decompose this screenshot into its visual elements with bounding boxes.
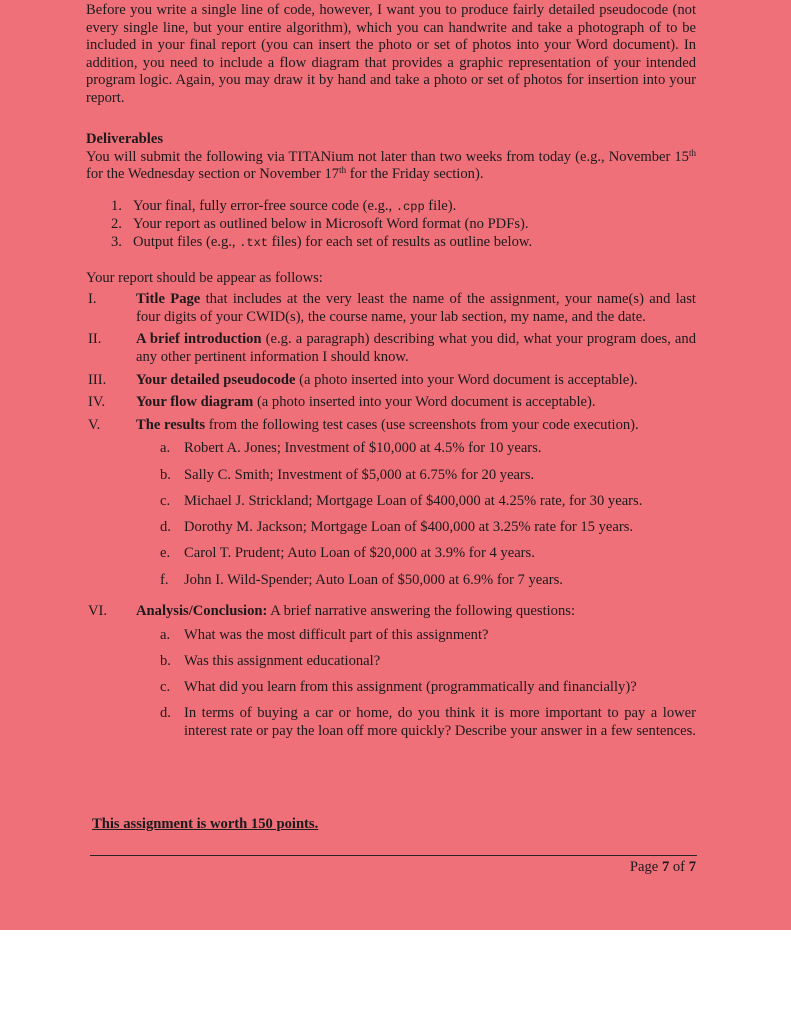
item-number: 2.: [111, 216, 122, 233]
file-extension: .cpp: [395, 199, 425, 214]
roman-numeral: III.: [88, 371, 107, 388]
ordinal-suffix: th: [339, 165, 347, 176]
item-letter: a.: [160, 626, 171, 643]
report-sections: [86, 291, 696, 749]
list-item: [111, 234, 696, 253]
section-text: that includes at the very least the name of the assignment, your name(s) and last four digits of your CWID(s), the course name, your lab section, my name, and the date.: [136, 291, 696, 325]
item-text: Your report as outlined below in Microsoft Word format (no PDFs).: [133, 216, 529, 233]
item-letter: d.: [160, 519, 171, 536]
item-text: Robert A. Jones; Investment of $10,000 at 4.5% for 10 years.: [184, 440, 542, 457]
item-text-end: files) for each set of results as outline below.: [268, 233, 533, 250]
section-label: Analysis/Conclusion:: [136, 603, 268, 619]
section-text: A brief narrative answering the following questions:: [267, 603, 576, 619]
section-label: The results: [136, 416, 206, 433]
section-label: Title Page: [136, 291, 201, 308]
deliverables-heading: Deliverables: [86, 131, 164, 147]
deliverables-text-end: for the Friday section).: [346, 166, 484, 183]
file-extension: .txt: [239, 235, 269, 250]
roman-numeral: II.: [88, 331, 102, 348]
item-letter: f.: [160, 571, 169, 588]
item-text: Your final, fully error-free source code (e.g.,: [133, 197, 396, 214]
item-text: Sally C. Smith; Investment of $5,000 at 6.75% for 20 years.: [184, 466, 535, 483]
item-text: What was the most difficult part of this assignment?: [184, 626, 489, 643]
list-item: [136, 519, 696, 537]
list-item: [136, 493, 696, 511]
section-title-page: [86, 291, 696, 326]
section-label: Your flow diagram: [136, 394, 254, 411]
item-letter: a.: [160, 440, 171, 457]
roman-numeral: IV.: [88, 394, 106, 411]
section-results: [86, 417, 696, 598]
deliverables-list: [86, 198, 696, 253]
item-text: Carol T. Prudent; Auto Loan of $20,000 at 3.9% for 4 years.: [184, 545, 535, 562]
page-number: [630, 859, 696, 876]
roman-numeral: I.: [88, 291, 97, 308]
list-item: [136, 572, 696, 590]
item-letter: d.: [160, 705, 171, 722]
page-of: of: [669, 859, 689, 875]
points-note: This assignment is worth 150 points.: [92, 816, 319, 832]
item-text: What did you learn from this assignment (programmatically and financially)?: [184, 679, 637, 696]
section-label: Your detailed pseudocode: [136, 371, 296, 388]
item-text: Was this assignment educational?: [184, 652, 381, 669]
section-text: (a photo inserted into your Word document is acceptable).: [253, 394, 596, 411]
item-letter: e.: [160, 545, 171, 562]
roman-numeral: V.: [88, 416, 101, 433]
section-text: from the following test cases (use screenshots from your code execution).: [205, 416, 639, 433]
item-letter: b.: [160, 466, 171, 483]
section-text: (e.g. a paragraph) describing what you did, what your program does, and any other pertinent information I should know.: [136, 331, 696, 365]
section-text: (a photo inserted into your Word document is acceptable).: [295, 371, 638, 388]
item-letter: b.: [160, 652, 171, 669]
item-text: Dorothy M. Jackson; Mortgage Loan of $400,000 at 3.25% rate for 15 years.: [184, 519, 634, 536]
question-list: [136, 627, 696, 741]
item-text: In terms of buying a car or home, do you think it is more important to pay a lower interest rate or pay the loan off more quickly? Describe your answer in a few sentences.: [184, 705, 696, 740]
page-total: 7: [688, 859, 696, 875]
item-number: 3.: [111, 233, 122, 250]
list-item: [136, 545, 696, 563]
item-letter: c.: [160, 492, 171, 509]
list-item: [111, 216, 696, 234]
item-text: Output files (e.g.,: [133, 233, 240, 250]
section-flow-diagram: [86, 394, 696, 412]
item-text: John I. Wild-Spender; Auto Loan of $50,000 at 6.9% for 7 years.: [184, 571, 563, 588]
item-number: 1.: [111, 197, 122, 214]
list-item: [136, 653, 696, 671]
test-case-list: [136, 440, 696, 589]
item-text-end: file).: [424, 197, 457, 214]
item-text: Michael J. Strickland; Mortgage Loan of $400,000 at 4.25% rate, for 30 years.: [184, 492, 643, 509]
section-label: A brief introduction: [136, 331, 262, 348]
deliverables-text-mid: for the Wednesday section or November 17: [86, 166, 340, 183]
list-item: [111, 198, 696, 217]
list-item: [136, 627, 696, 645]
intro-paragraph: Before you write a single line of code, however, I want you to produce fairly detailed pseudocode (not every single line, but your entire algorithm), which you can handwrite and take a photograph of to be included in your final report (you can insert the photo or set of photos into your Word document). In addition, you need to include a flow diagram that provides a graphic representation of your intended program logic. Again, you may draw it by hand and take a photo or set of photos for insertion into your report.: [86, 2, 696, 106]
item-letter: c.: [160, 679, 171, 696]
footer-divider: [90, 855, 697, 856]
page-label: Page: [629, 859, 662, 875]
section-pseudocode: [86, 372, 696, 390]
list-item: [136, 440, 696, 458]
report-intro: Your report should be appear as follows:: [86, 269, 323, 286]
deliverables-text: [86, 149, 696, 184]
deliverables-text-start: You will submit the following via TITANium not later than two weeks from today (e.g., November 15: [86, 148, 689, 165]
roman-numeral: VI.: [88, 603, 108, 619]
list-item: [136, 705, 696, 740]
section-introduction: [86, 331, 696, 366]
document-body: [86, 2, 696, 754]
section-analysis: [86, 603, 696, 749]
page-current: 7: [661, 859, 670, 875]
ordinal-suffix: th: [688, 147, 696, 158]
list-item: [136, 467, 696, 485]
list-item: [136, 679, 696, 697]
